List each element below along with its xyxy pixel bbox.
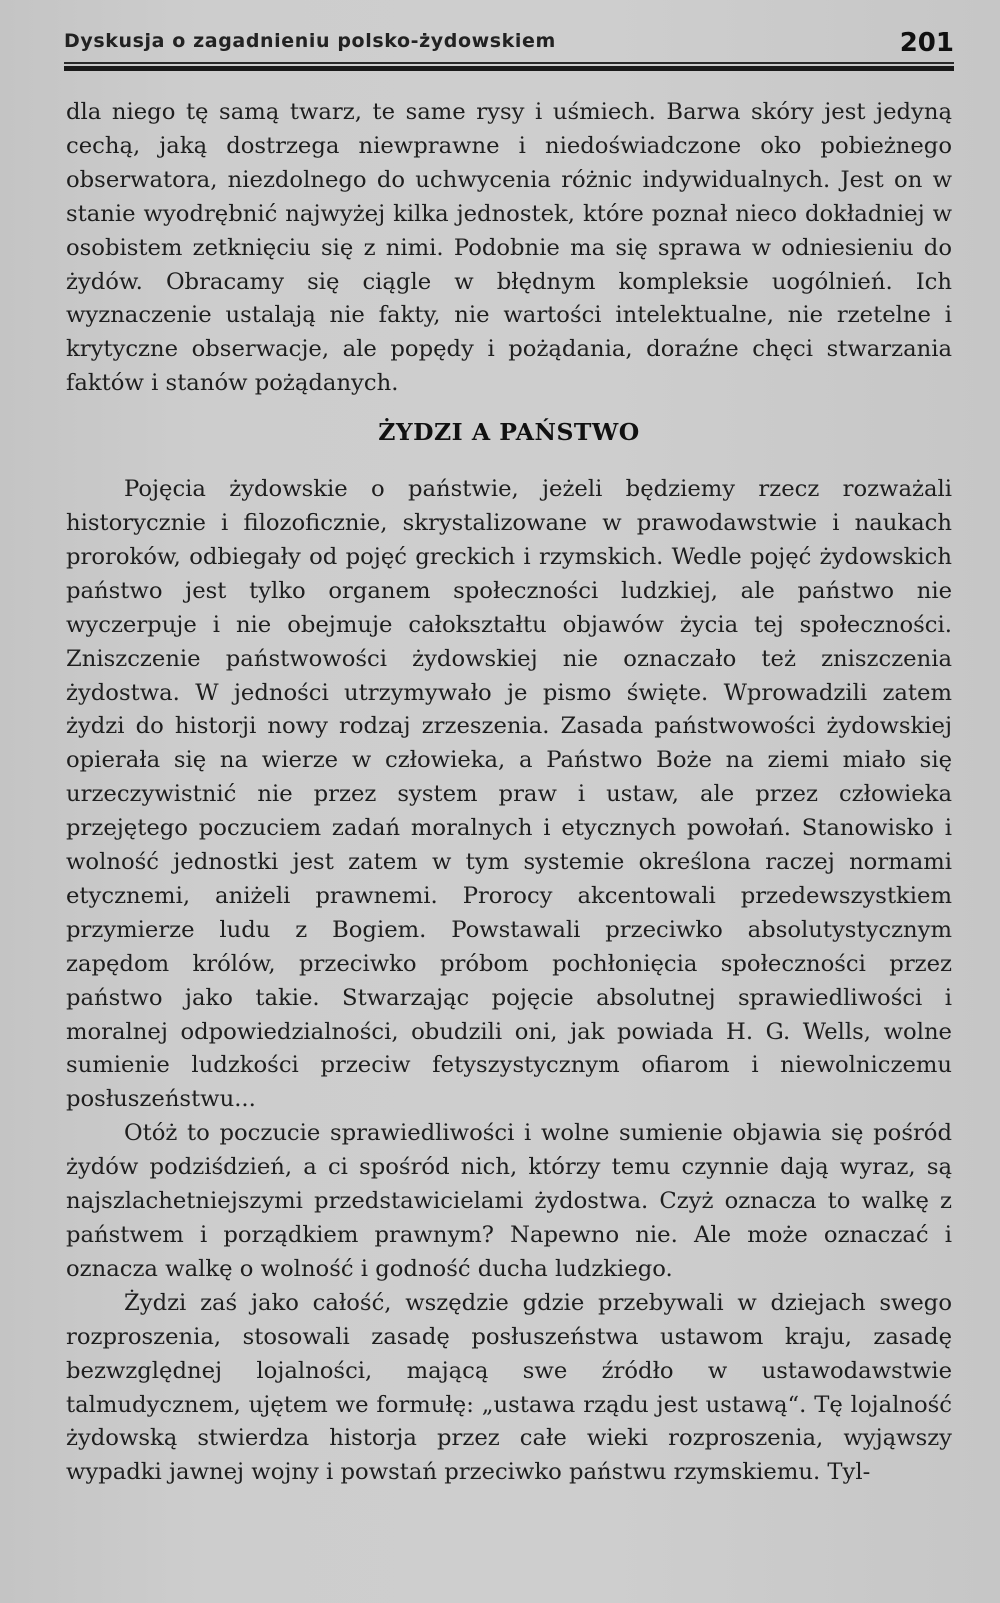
body-text [66, 96, 952, 1490]
paragraph: Otóż to poczucie sprawiedliwości i wolne sumienie objawia się pośród żydów podziśdzień, a ci spośród nich, którzy temu czynnie dają wyraz, są najszlachetniejszymi przedstawicielami żydostwa. Czyż oznacza to walkę z państwem i porządkiem prawnym? Napewno nie. Ale może oznaczać i oznacza walkę o wolność i godność ducha ludzkiego. [66, 1120, 952, 1282]
section-title: ŻYDZI A PAŃSTWO [378, 418, 640, 447]
paragraph: Pojęcia żydowskie o państwie, jeżeli będziemy rzecz rozważali historycznie i filozoficznie, skrystalizowane w prawodawstwie i naukach proroków, odbiegały od pojęć greckich i rzymskich. Wedle pojęć żydowskich państwo jest tylko organem społeczności ludzkiej, ale państwo nie wyczerpuje i nie obejmuje całokształtu objawów życia tej społeczności. Zniszczenie państwowości żydowskiej nie oznaczało też zniszczenia żydostwa. W jedności utrzymywało je pismo święte. Wprowadzili zatem żydzi do historji nowy rodzaj zrzeszenia. Zasada państwowości żydowskiej opierała się na wierze w człowieka, a Państwo Boże na ziemi miało się urzeczywistnić nie przez system praw i ustaw, ale przez człowieka przejętego poczuciem zadań moralnych i etycznych powołań. Stanowisko i wolność jednostki jest zatem w tym systemie określona raczej normami etycznemi, aniżeli prawnemi. Prorocy akcentowali przedewszystkiem przymierze ludu z Bogiem. Powstawali przeciwko absolutystycznym zapędom królów, przeciwko próbom pochłonięcia społeczności przez państwo jako takie. Stwarzając pojęcie absolutnej sprawiedliwości i moralnej odpowiedzialności, obudzili oni, jak powiada H. G. Wells, wolne sumienie ludzkości przeciw fetyszystycznym ofiarom i niewolniczemu posłuszeństwu... [66, 476, 952, 1113]
page-number: 201 [899, 28, 954, 58]
running-head: Dyskusja o zagadnieniu polsko-żydowskiem [64, 30, 556, 52]
header-rule-thick [64, 66, 954, 71]
paragraph: Żydzi zaś jako całość, wszędzie gdzie przebywali w dziejach swego rozproszenia, stosowali zasadę posłuszeństwa ustawom kraju, zasadę bezwzględnej lojalności, mającą swe źródło w ustawodawstwie talmudycznem, ujętem we formułę: „ustawa rządu jest ustawą“. Tę lojalność żydowską stwierdza historja przez całe wieki rozproszenia, wyjąwszy wypadki jawnej wojny i powstań przeciwko państwu rzymskiemu. Tyl- [66, 1289, 952, 1486]
header-rule-thin [64, 62, 954, 64]
paragraph-continued: dla niego tę samą twarz, te same rysy i uśmiech. Barwa skóry jest jedyną cechą, jaką dostrzega niewprawne i niedoświadczone oko pobieżnego obserwatora, niezdolnego do uchwycenia różnic indywidualnych. Jest on w stanie wyodrębnić najwyżej kilka jednostek, które poznał nieco dokładniej w osobistem zetknięciu się z nimi. Podobnie ma się sprawa w odniesieniu do żydów. Obracamy się ciągle w błędnym kompleksie uogólnień. Ich wyznaczenie ustalają nie fakty, nie wartości intelektualne, nie rzetelne i krytyczne obserwacje, ale popędy i pożądania, doraźne chęci stwarzania faktów i stanów pożądanych. [66, 99, 952, 397]
page-header [64, 26, 954, 70]
